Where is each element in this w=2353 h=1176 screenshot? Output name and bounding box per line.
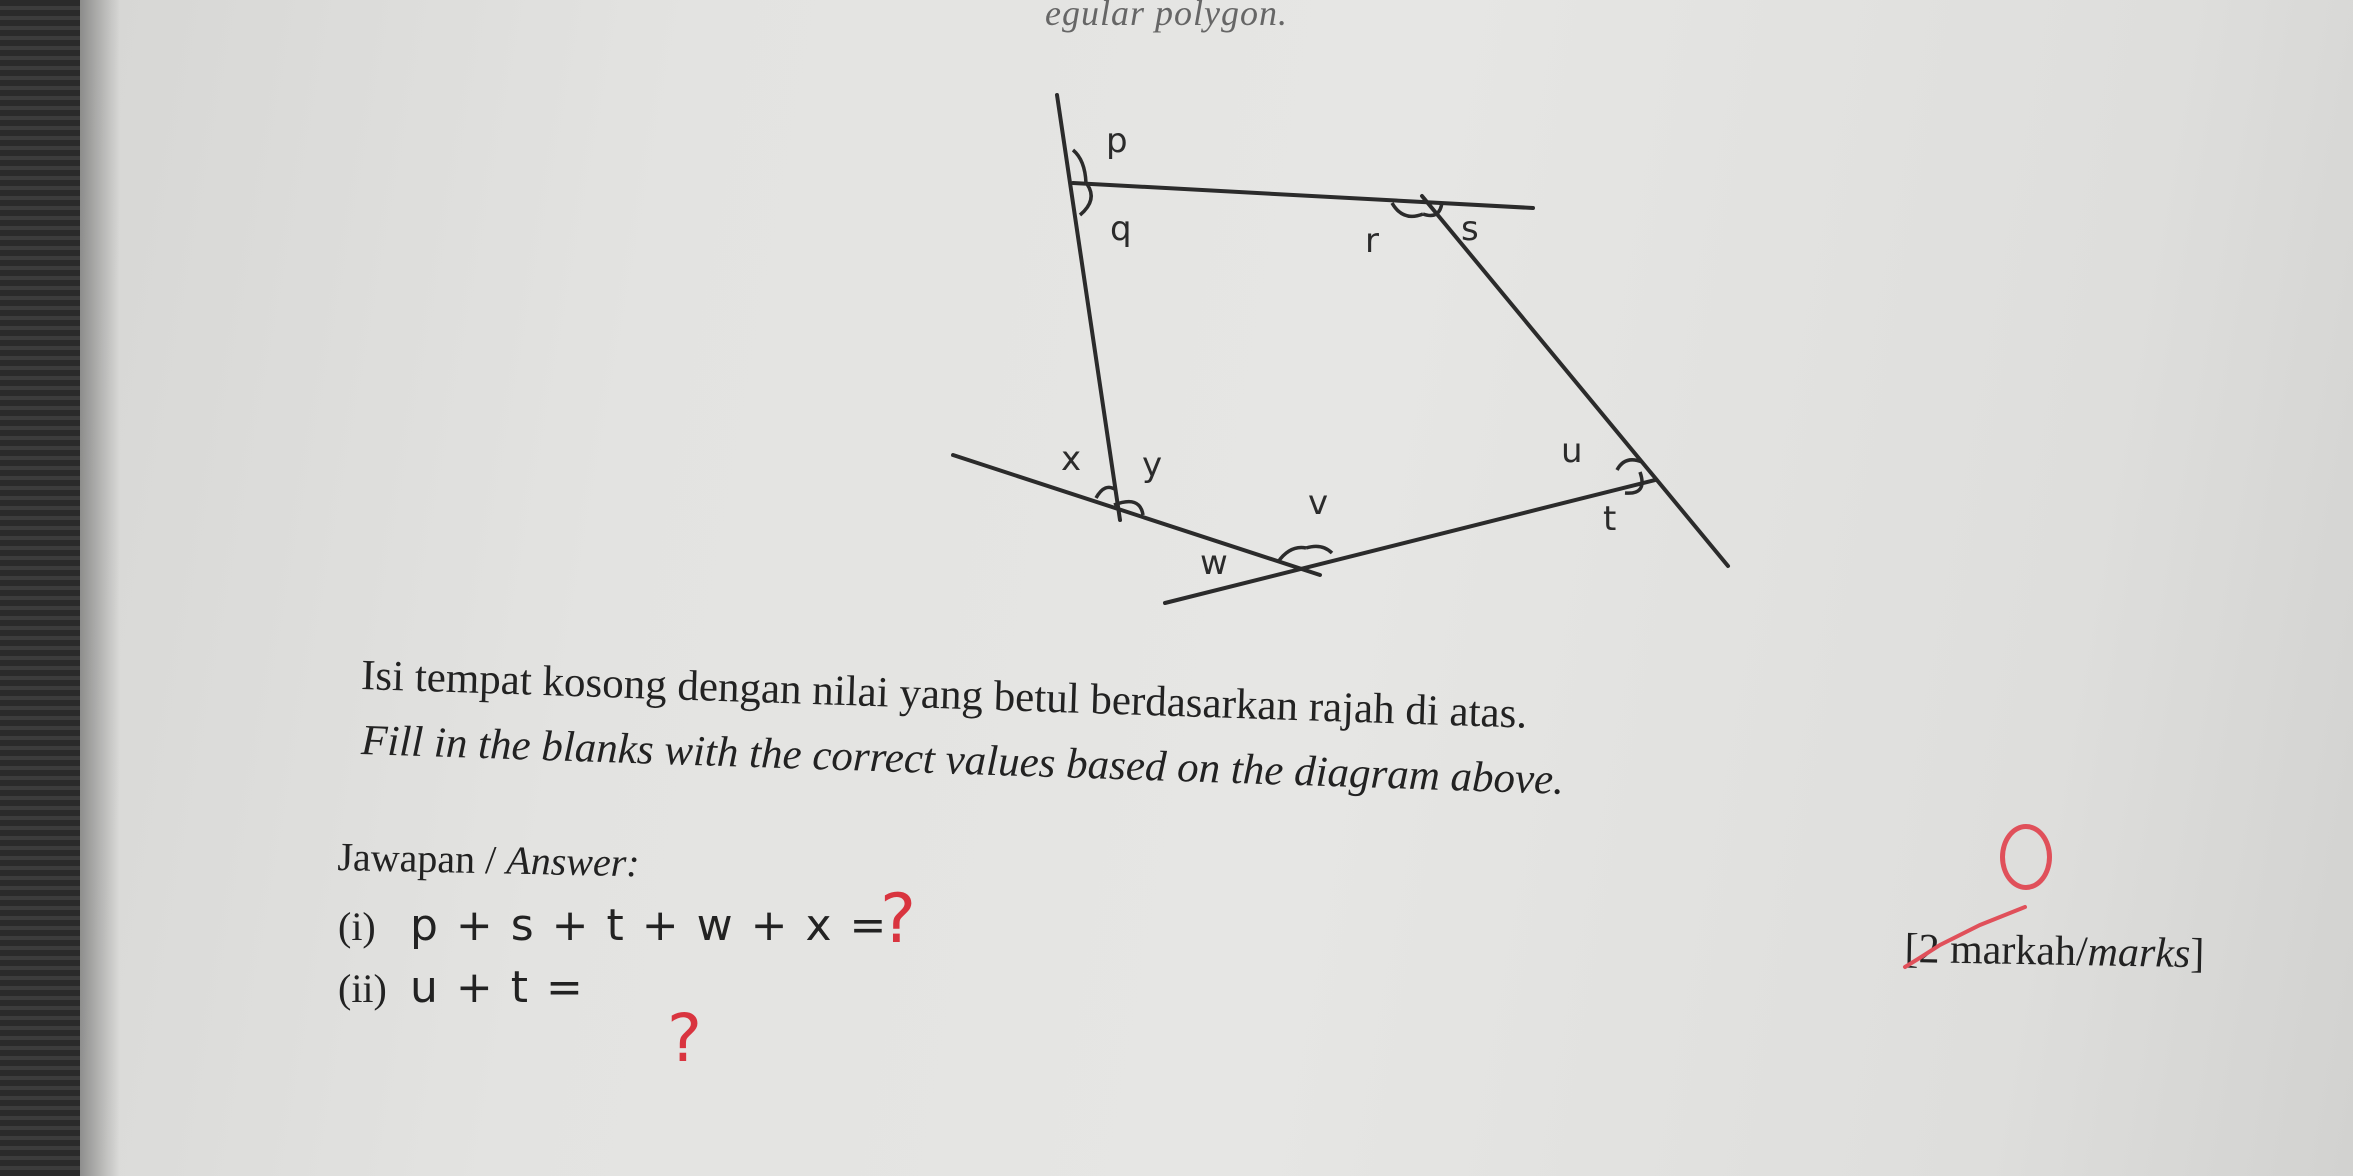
- label-v: v: [1308, 483, 1329, 523]
- arc-v: [1306, 546, 1332, 553]
- marks-strike-stroke: [1900, 895, 2040, 975]
- label-y: y: [1142, 445, 1163, 485]
- line-bottom-side: [1165, 480, 1655, 603]
- question-expression[interactable]: u + t =: [410, 962, 585, 1013]
- handwritten-question-mark: ?: [667, 1000, 703, 1077]
- label-x: x: [1061, 439, 1082, 479]
- handwritten-question-mark: ?: [880, 880, 917, 959]
- marks-malay: markah/: [1949, 926, 2089, 976]
- label-u: u: [1561, 431, 1583, 471]
- answer-heading: [337, 833, 640, 886]
- header-fragment: egular polygon.: [1045, 0, 1288, 33]
- score-zero: [2000, 824, 2052, 890]
- answer-heading-english: Answer:: [505, 837, 641, 886]
- marks-english: marks: [2087, 929, 2191, 977]
- label-w: w: [1200, 543, 1228, 583]
- line-lower-left-side: [953, 455, 1320, 575]
- label-p: p: [1106, 121, 1128, 161]
- line-top-side: [1073, 183, 1533, 208]
- marks-open: [2: [1904, 925, 1951, 973]
- answer-heading-malay: Jawapan: [337, 833, 476, 882]
- arc-u: [1617, 460, 1642, 470]
- question-row: [338, 962, 585, 1013]
- line-right-side: [1422, 196, 1728, 566]
- question-row: [338, 900, 888, 951]
- instruction-english: Fill in the blanks with the correct values based on the diagram above.: [360, 716, 1565, 804]
- arc-x: [1096, 487, 1116, 498]
- question-number: (ii): [338, 966, 387, 1011]
- label-q: q: [1110, 209, 1132, 249]
- answer-heading-separator: /: [474, 836, 507, 883]
- arc-w: [1278, 548, 1306, 562]
- instruction-malay: Isi tempat kosong dengan nilai yang betul berdasarkan rajah di atas.: [360, 651, 1528, 738]
- label-r: r: [1365, 221, 1379, 261]
- marks-close: ]: [2189, 930, 2205, 978]
- arc-p: [1073, 150, 1086, 183]
- question-expression[interactable]: p + s + t + w + x =: [410, 900, 889, 951]
- question-number: (i): [338, 904, 376, 949]
- label-t: t: [1603, 499, 1617, 539]
- arc-q: [1080, 184, 1091, 215]
- label-s: s: [1461, 209, 1479, 249]
- arc-r: [1392, 203, 1423, 216]
